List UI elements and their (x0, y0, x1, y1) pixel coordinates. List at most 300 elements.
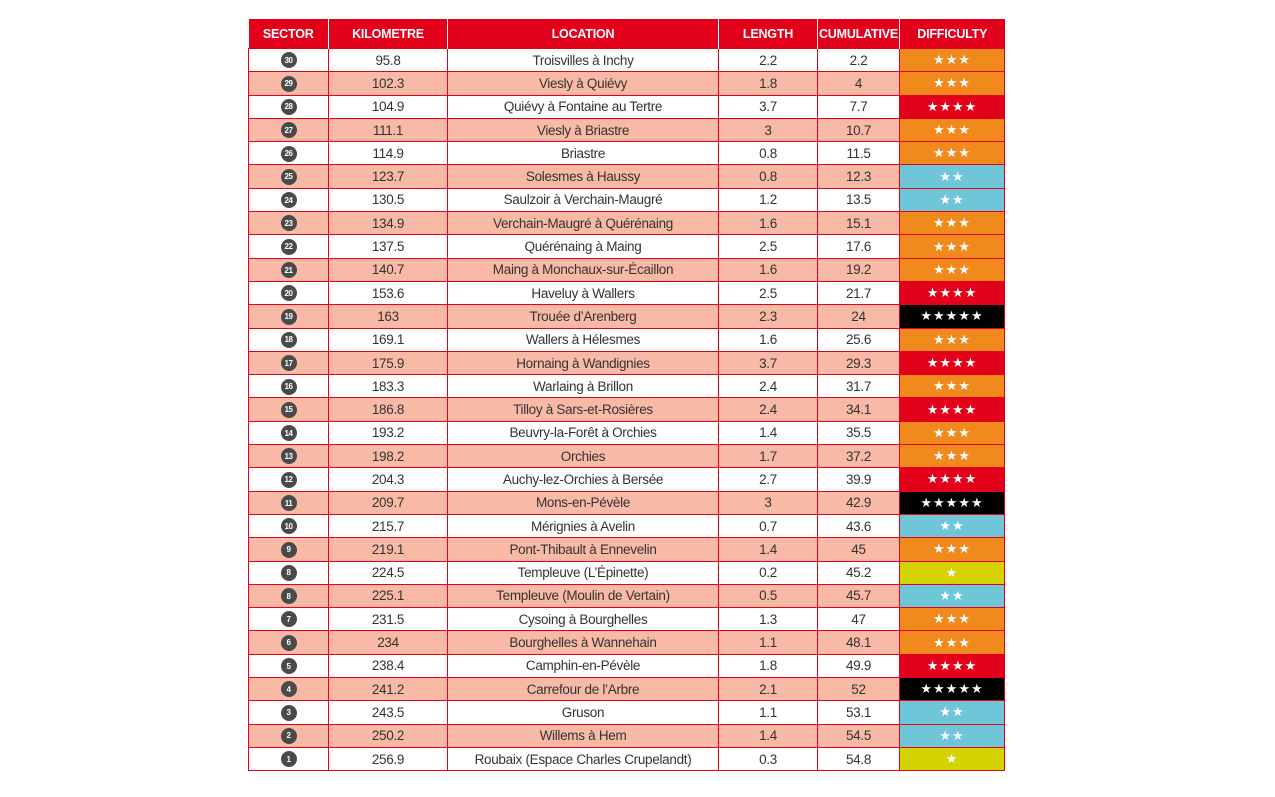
star-icon: ★ (945, 75, 959, 91)
sector-cell (249, 351, 329, 374)
kilometre-cell: 193.2 (329, 421, 448, 444)
star-icon: ★ (958, 378, 971, 394)
table-header (249, 19, 1005, 49)
difficulty-rating (900, 608, 1005, 631)
difficulty-rating (900, 561, 1005, 584)
header-difficulty: DIFFICULTY (900, 19, 1005, 49)
kilometre-cell: 163 (329, 305, 448, 328)
star-icon: ★ (933, 75, 946, 91)
length-cell: 1.6 (719, 212, 818, 235)
sector-cell (249, 538, 329, 561)
cumulative-cell: 49.9 (818, 654, 900, 677)
sector-cell (249, 468, 329, 491)
length-cell: 2.1 (719, 678, 818, 701)
location-cell: Mérignies à Avelin (448, 514, 719, 537)
difficulty-rating (900, 188, 1005, 211)
difficulty-rating (900, 118, 1005, 141)
star-icon: ★ (952, 471, 965, 487)
length-cell: 2.5 (719, 281, 818, 304)
kilometre-cell: 114.9 (329, 142, 448, 165)
star-icon: ★ (952, 168, 965, 184)
difficulty-rating (900, 678, 1005, 701)
table-row (249, 142, 1005, 165)
table-row (249, 328, 1005, 351)
length-cell: 2.5 (719, 235, 818, 258)
location-cell: Maing à Monchaux-sur-Écaillon (448, 258, 719, 281)
kilometre-cell: 241.2 (329, 678, 448, 701)
length-cell: 1.3 (719, 608, 818, 631)
star-icon: ★ (958, 75, 971, 91)
star-icon: ★ (933, 424, 946, 440)
sector-number-badge: 26 (281, 146, 297, 162)
sector-number-badge: 13 (281, 448, 297, 464)
sector-cell (249, 165, 329, 188)
length-cell: 0.2 (719, 561, 818, 584)
star-icon: ★ (958, 145, 971, 161)
star-icon: ★ (945, 122, 959, 138)
cumulative-cell: 47 (818, 608, 900, 631)
sector-cell (249, 212, 329, 235)
cumulative-cell: 37.2 (818, 445, 900, 468)
length-cell: 2.4 (719, 398, 818, 421)
table-row (249, 678, 1005, 701)
length-cell: 1.1 (719, 631, 818, 654)
sector-cell (249, 678, 329, 701)
star-icon: ★ (945, 331, 959, 347)
header-row (249, 19, 1005, 49)
star-icon: ★ (933, 681, 946, 697)
location-cell: Haveluy à Wallers (448, 281, 719, 304)
length-cell: 1.4 (719, 724, 818, 747)
star-icon: ★ (945, 378, 959, 394)
table-row (249, 654, 1005, 677)
sector-cell (249, 375, 329, 398)
kilometre-cell: 238.4 (329, 654, 448, 677)
star-icon: ★ (952, 518, 965, 534)
star-icon: ★ (964, 285, 978, 301)
cumulative-cell: 39.9 (818, 468, 900, 491)
star-icon: ★ (945, 611, 959, 627)
star-icon: ★ (933, 494, 946, 510)
sector-number-badge: 5 (281, 658, 297, 674)
length-cell: 2.2 (719, 49, 818, 72)
sector-cell (249, 95, 329, 118)
cumulative-cell: 45.7 (818, 584, 900, 607)
difficulty-rating (900, 701, 1005, 724)
location-cell: Quérénaing à Maing (448, 235, 719, 258)
length-cell: 1.1 (719, 701, 818, 724)
sector-number-badge: 28 (281, 99, 297, 115)
cumulative-cell: 54.8 (818, 747, 900, 770)
table-row (249, 701, 1005, 724)
table-row (249, 118, 1005, 141)
sector-number-badge: 9 (281, 542, 297, 558)
length-cell: 1.7 (719, 445, 818, 468)
length-cell: 0.8 (719, 142, 818, 165)
star-icon: ★ (970, 308, 984, 324)
location-cell: Saulzoir à Verchain-Maugré (448, 188, 719, 211)
sector-number-badge: 4 (281, 681, 297, 697)
star-icon: ★ (964, 657, 978, 673)
star-icon: ★ (939, 657, 952, 673)
cumulative-cell: 13.5 (818, 188, 900, 211)
location-cell: Auchy-lez-Orchies à Bersée (448, 468, 719, 491)
star-icon: ★ (939, 168, 952, 184)
sector-cell (249, 328, 329, 351)
length-cell: 1.8 (719, 654, 818, 677)
star-icon: ★ (958, 494, 971, 510)
table-row (249, 724, 1005, 747)
kilometre-cell: 225.1 (329, 584, 448, 607)
star-icon: ★ (952, 285, 965, 301)
star-icon: ★ (970, 494, 984, 510)
sector-number-badge: 21 (281, 262, 297, 278)
cumulative-cell: 17.6 (818, 235, 900, 258)
cumulative-cell: 31.7 (818, 375, 900, 398)
header-kilometre: KILOMETRE (329, 19, 448, 49)
table-row (249, 281, 1005, 304)
table-row (249, 188, 1005, 211)
difficulty-rating (900, 724, 1005, 747)
location-cell: Orchies (448, 445, 719, 468)
sector-cell (249, 258, 329, 281)
cumulative-cell: 7.7 (818, 95, 900, 118)
star-icon: ★ (933, 611, 946, 627)
location-cell: Briastre (448, 142, 719, 165)
sector-number-badge: 1 (281, 751, 297, 767)
cumulative-cell: 10.7 (818, 118, 900, 141)
length-cell: 3.7 (719, 95, 818, 118)
location-cell: Quiévy à Fontaine au Tertre (448, 95, 719, 118)
star-icon: ★ (945, 238, 959, 254)
table-row (249, 72, 1005, 95)
table-row (249, 398, 1005, 421)
sector-cell (249, 631, 329, 654)
location-cell: Hornaing à Wandignies (448, 351, 719, 374)
difficulty-rating (900, 351, 1005, 374)
kilometre-cell: 153.6 (329, 281, 448, 304)
difficulty-rating (900, 95, 1005, 118)
star-icon: ★ (952, 704, 965, 720)
location-cell: Wallers à Hélesmes (448, 328, 719, 351)
header-sector: SECTOR (249, 19, 329, 49)
star-icon: ★ (933, 541, 946, 557)
location-cell: Bourghelles à Wannehain (448, 631, 719, 654)
sector-cell (249, 188, 329, 211)
cumulative-cell: 12.3 (818, 165, 900, 188)
table-row (249, 538, 1005, 561)
sector-cell (249, 514, 329, 537)
star-icon: ★ (939, 98, 952, 114)
star-icon: ★ (933, 331, 946, 347)
sector-cell (249, 305, 329, 328)
length-cell: 1.4 (719, 421, 818, 444)
table-row (249, 375, 1005, 398)
location-cell: Cysoing à Bourghelles (448, 608, 719, 631)
star-icon: ★ (945, 564, 959, 580)
star-icon: ★ (933, 215, 946, 231)
kilometre-cell: 204.3 (329, 468, 448, 491)
length-cell: 0.3 (719, 747, 818, 770)
sector-number-badge: 12 (281, 472, 297, 488)
location-cell: Templeuve (Moulin de Vertain) (448, 584, 719, 607)
location-cell: Camphin-en-Pévèle (448, 654, 719, 677)
star-icon: ★ (958, 122, 971, 138)
length-cell: 1.4 (719, 538, 818, 561)
cumulative-cell: 11.5 (818, 142, 900, 165)
cumulative-cell: 29.3 (818, 351, 900, 374)
sector-cell (249, 724, 329, 747)
star-icon: ★ (964, 471, 978, 487)
location-cell: Templeuve (L’Épinette) (448, 561, 719, 584)
sector-number-badge: 10 (281, 518, 297, 534)
location-cell: Pont-Thibault à Ennevelin (448, 538, 719, 561)
sector-number-badge: 2 (281, 728, 297, 744)
sector-number-badge: 20 (281, 285, 297, 301)
star-icon: ★ (926, 471, 940, 487)
difficulty-rating (900, 398, 1005, 421)
star-icon: ★ (920, 308, 934, 324)
star-icon: ★ (933, 634, 946, 650)
cumulative-cell: 19.2 (818, 258, 900, 281)
star-icon: ★ (933, 378, 946, 394)
table-row (249, 421, 1005, 444)
length-cell: 3 (719, 118, 818, 141)
star-icon: ★ (933, 145, 946, 161)
star-icon: ★ (958, 611, 971, 627)
table-row (249, 258, 1005, 281)
sector-number-badge: 14 (281, 425, 297, 441)
sector-cell (249, 281, 329, 304)
sector-number-badge: 6 (281, 635, 297, 651)
sector-number-badge: 22 (281, 239, 297, 255)
difficulty-rating (900, 72, 1005, 95)
difficulty-rating (900, 747, 1005, 770)
sector-number-badge: 30 (281, 52, 297, 68)
location-cell: Beuvry-la-Forêt à Orchies (448, 421, 719, 444)
sector-cell (249, 701, 329, 724)
length-cell: 1.6 (719, 258, 818, 281)
location-cell: Willems à Hem (448, 724, 719, 747)
star-icon: ★ (920, 494, 934, 510)
table-row (249, 561, 1005, 584)
kilometre-cell: 215.7 (329, 514, 448, 537)
length-cell: 1.8 (719, 72, 818, 95)
cumulative-cell: 54.5 (818, 724, 900, 747)
difficulty-rating (900, 491, 1005, 514)
table-row (249, 468, 1005, 491)
cumulative-cell: 43.6 (818, 514, 900, 537)
star-icon: ★ (958, 238, 971, 254)
cobbled-sectors-table (248, 19, 1005, 771)
kilometre-cell: 198.2 (329, 445, 448, 468)
kilometre-cell: 169.1 (329, 328, 448, 351)
table-row (249, 491, 1005, 514)
table-row (249, 584, 1005, 607)
star-icon: ★ (945, 751, 959, 767)
star-icon: ★ (933, 52, 946, 68)
sector-cell (249, 398, 329, 421)
length-cell: 2.3 (719, 305, 818, 328)
table-row (249, 95, 1005, 118)
sector-number-badge: 23 (281, 215, 297, 231)
difficulty-rating (900, 235, 1005, 258)
location-cell: Viesly à Quiévy (448, 72, 719, 95)
kilometre-cell: 134.9 (329, 212, 448, 235)
kilometre-cell: 250.2 (329, 724, 448, 747)
difficulty-rating (900, 514, 1005, 537)
kilometre-cell: 234 (329, 631, 448, 654)
table-row (249, 351, 1005, 374)
star-icon: ★ (952, 355, 965, 370)
star-icon: ★ (945, 494, 959, 510)
table-row (249, 747, 1005, 770)
difficulty-rating (900, 468, 1005, 491)
star-icon: ★ (958, 52, 971, 68)
length-cell: 1.6 (719, 328, 818, 351)
sector-number-badge: 17 (281, 355, 297, 371)
sector-number-badge: 3 (281, 705, 297, 721)
table-row (249, 235, 1005, 258)
star-icon: ★ (933, 308, 946, 324)
star-icon: ★ (926, 355, 940, 370)
difficulty-rating (900, 631, 1005, 654)
star-icon: ★ (945, 424, 959, 440)
sector-cell (249, 491, 329, 514)
location-cell: Carrefour de l’Arbre (448, 678, 719, 701)
table-body (249, 49, 1005, 771)
kilometre-cell: 231.5 (329, 608, 448, 631)
star-icon: ★ (958, 331, 971, 347)
table-row (249, 608, 1005, 631)
table-row (249, 514, 1005, 537)
sector-number-badge: 19 (281, 309, 297, 325)
sector-number-badge: 8 (281, 565, 297, 581)
star-icon: ★ (952, 401, 965, 417)
star-icon: ★ (945, 541, 959, 557)
kilometre-cell: 95.8 (329, 49, 448, 72)
sector-cell (249, 747, 329, 770)
length-cell: 1.2 (719, 188, 818, 211)
star-icon: ★ (964, 401, 978, 417)
star-icon: ★ (945, 448, 959, 464)
star-icon: ★ (958, 634, 971, 650)
sector-cell (249, 72, 329, 95)
sector-cell (249, 49, 329, 72)
cumulative-cell: 15.1 (818, 212, 900, 235)
table-row (249, 212, 1005, 235)
location-cell: Viesly à Briastre (448, 118, 719, 141)
header-length: LENGTH (719, 19, 818, 49)
sector-number-badge: 11 (281, 495, 297, 511)
cumulative-cell: 42.9 (818, 491, 900, 514)
kilometre-cell: 224.5 (329, 561, 448, 584)
star-icon: ★ (952, 587, 965, 603)
star-icon: ★ (945, 215, 959, 231)
star-icon: ★ (933, 238, 946, 254)
cumulative-cell: 21.7 (818, 281, 900, 304)
difficulty-rating (900, 445, 1005, 468)
length-cell: 3.7 (719, 351, 818, 374)
location-cell: Verchain-Maugré à Quérénaing (448, 212, 719, 235)
star-icon: ★ (958, 261, 971, 277)
location-cell: Gruson (448, 701, 719, 724)
sector-cell (249, 654, 329, 677)
difficulty-rating (900, 281, 1005, 304)
location-cell: Solesmes à Haussy (448, 165, 719, 188)
sector-number-badge: 27 (281, 122, 297, 138)
length-cell: 0.5 (719, 584, 818, 607)
cumulative-cell: 24 (818, 305, 900, 328)
kilometre-cell: 256.9 (329, 747, 448, 770)
cumulative-cell: 53.1 (818, 701, 900, 724)
sector-number-badge: 8 (281, 588, 297, 604)
star-icon: ★ (945, 308, 959, 324)
star-icon: ★ (964, 98, 978, 114)
cumulative-cell: 34.1 (818, 398, 900, 421)
kilometre-cell: 137.5 (329, 235, 448, 258)
star-icon: ★ (939, 401, 952, 417)
sector-cell (249, 142, 329, 165)
sector-number-badge: 7 (281, 611, 297, 627)
sector-number-badge: 15 (281, 402, 297, 418)
star-icon: ★ (939, 518, 952, 534)
star-icon: ★ (945, 634, 959, 650)
sector-cell (249, 561, 329, 584)
sector-cell (249, 421, 329, 444)
sector-cell (249, 608, 329, 631)
star-icon: ★ (926, 98, 940, 114)
sector-table-container (248, 19, 1004, 771)
sector-cell (249, 584, 329, 607)
difficulty-rating (900, 165, 1005, 188)
star-icon: ★ (926, 401, 940, 417)
star-icon: ★ (933, 261, 946, 277)
star-icon: ★ (939, 471, 952, 487)
star-icon: ★ (952, 727, 965, 743)
star-icon: ★ (964, 355, 978, 370)
location-cell: Warlaing à Brillon (448, 375, 719, 398)
star-icon: ★ (952, 657, 965, 673)
difficulty-rating (900, 212, 1005, 235)
star-icon: ★ (958, 424, 971, 440)
table-row (249, 165, 1005, 188)
sector-cell (249, 445, 329, 468)
star-icon: ★ (970, 681, 984, 697)
cumulative-cell: 25.6 (818, 328, 900, 351)
kilometre-cell: 111.1 (329, 118, 448, 141)
cumulative-cell: 45.2 (818, 561, 900, 584)
kilometre-cell: 123.7 (329, 165, 448, 188)
star-icon: ★ (926, 285, 940, 301)
kilometre-cell: 209.7 (329, 491, 448, 514)
header-cumulative: CUMULATIVE (818, 19, 900, 49)
star-icon: ★ (958, 448, 971, 464)
star-icon: ★ (926, 657, 940, 673)
kilometre-cell: 219.1 (329, 538, 448, 561)
star-icon: ★ (939, 727, 952, 743)
difficulty-rating (900, 142, 1005, 165)
sector-number-badge: 25 (281, 169, 297, 185)
difficulty-rating (900, 538, 1005, 561)
table-row (249, 445, 1005, 468)
difficulty-rating (900, 258, 1005, 281)
location-cell: Tilloy à Sars-et-Rosières (448, 398, 719, 421)
star-icon: ★ (939, 285, 952, 301)
star-icon: ★ (920, 681, 934, 697)
kilometre-cell: 175.9 (329, 351, 448, 374)
kilometre-cell: 140.7 (329, 258, 448, 281)
